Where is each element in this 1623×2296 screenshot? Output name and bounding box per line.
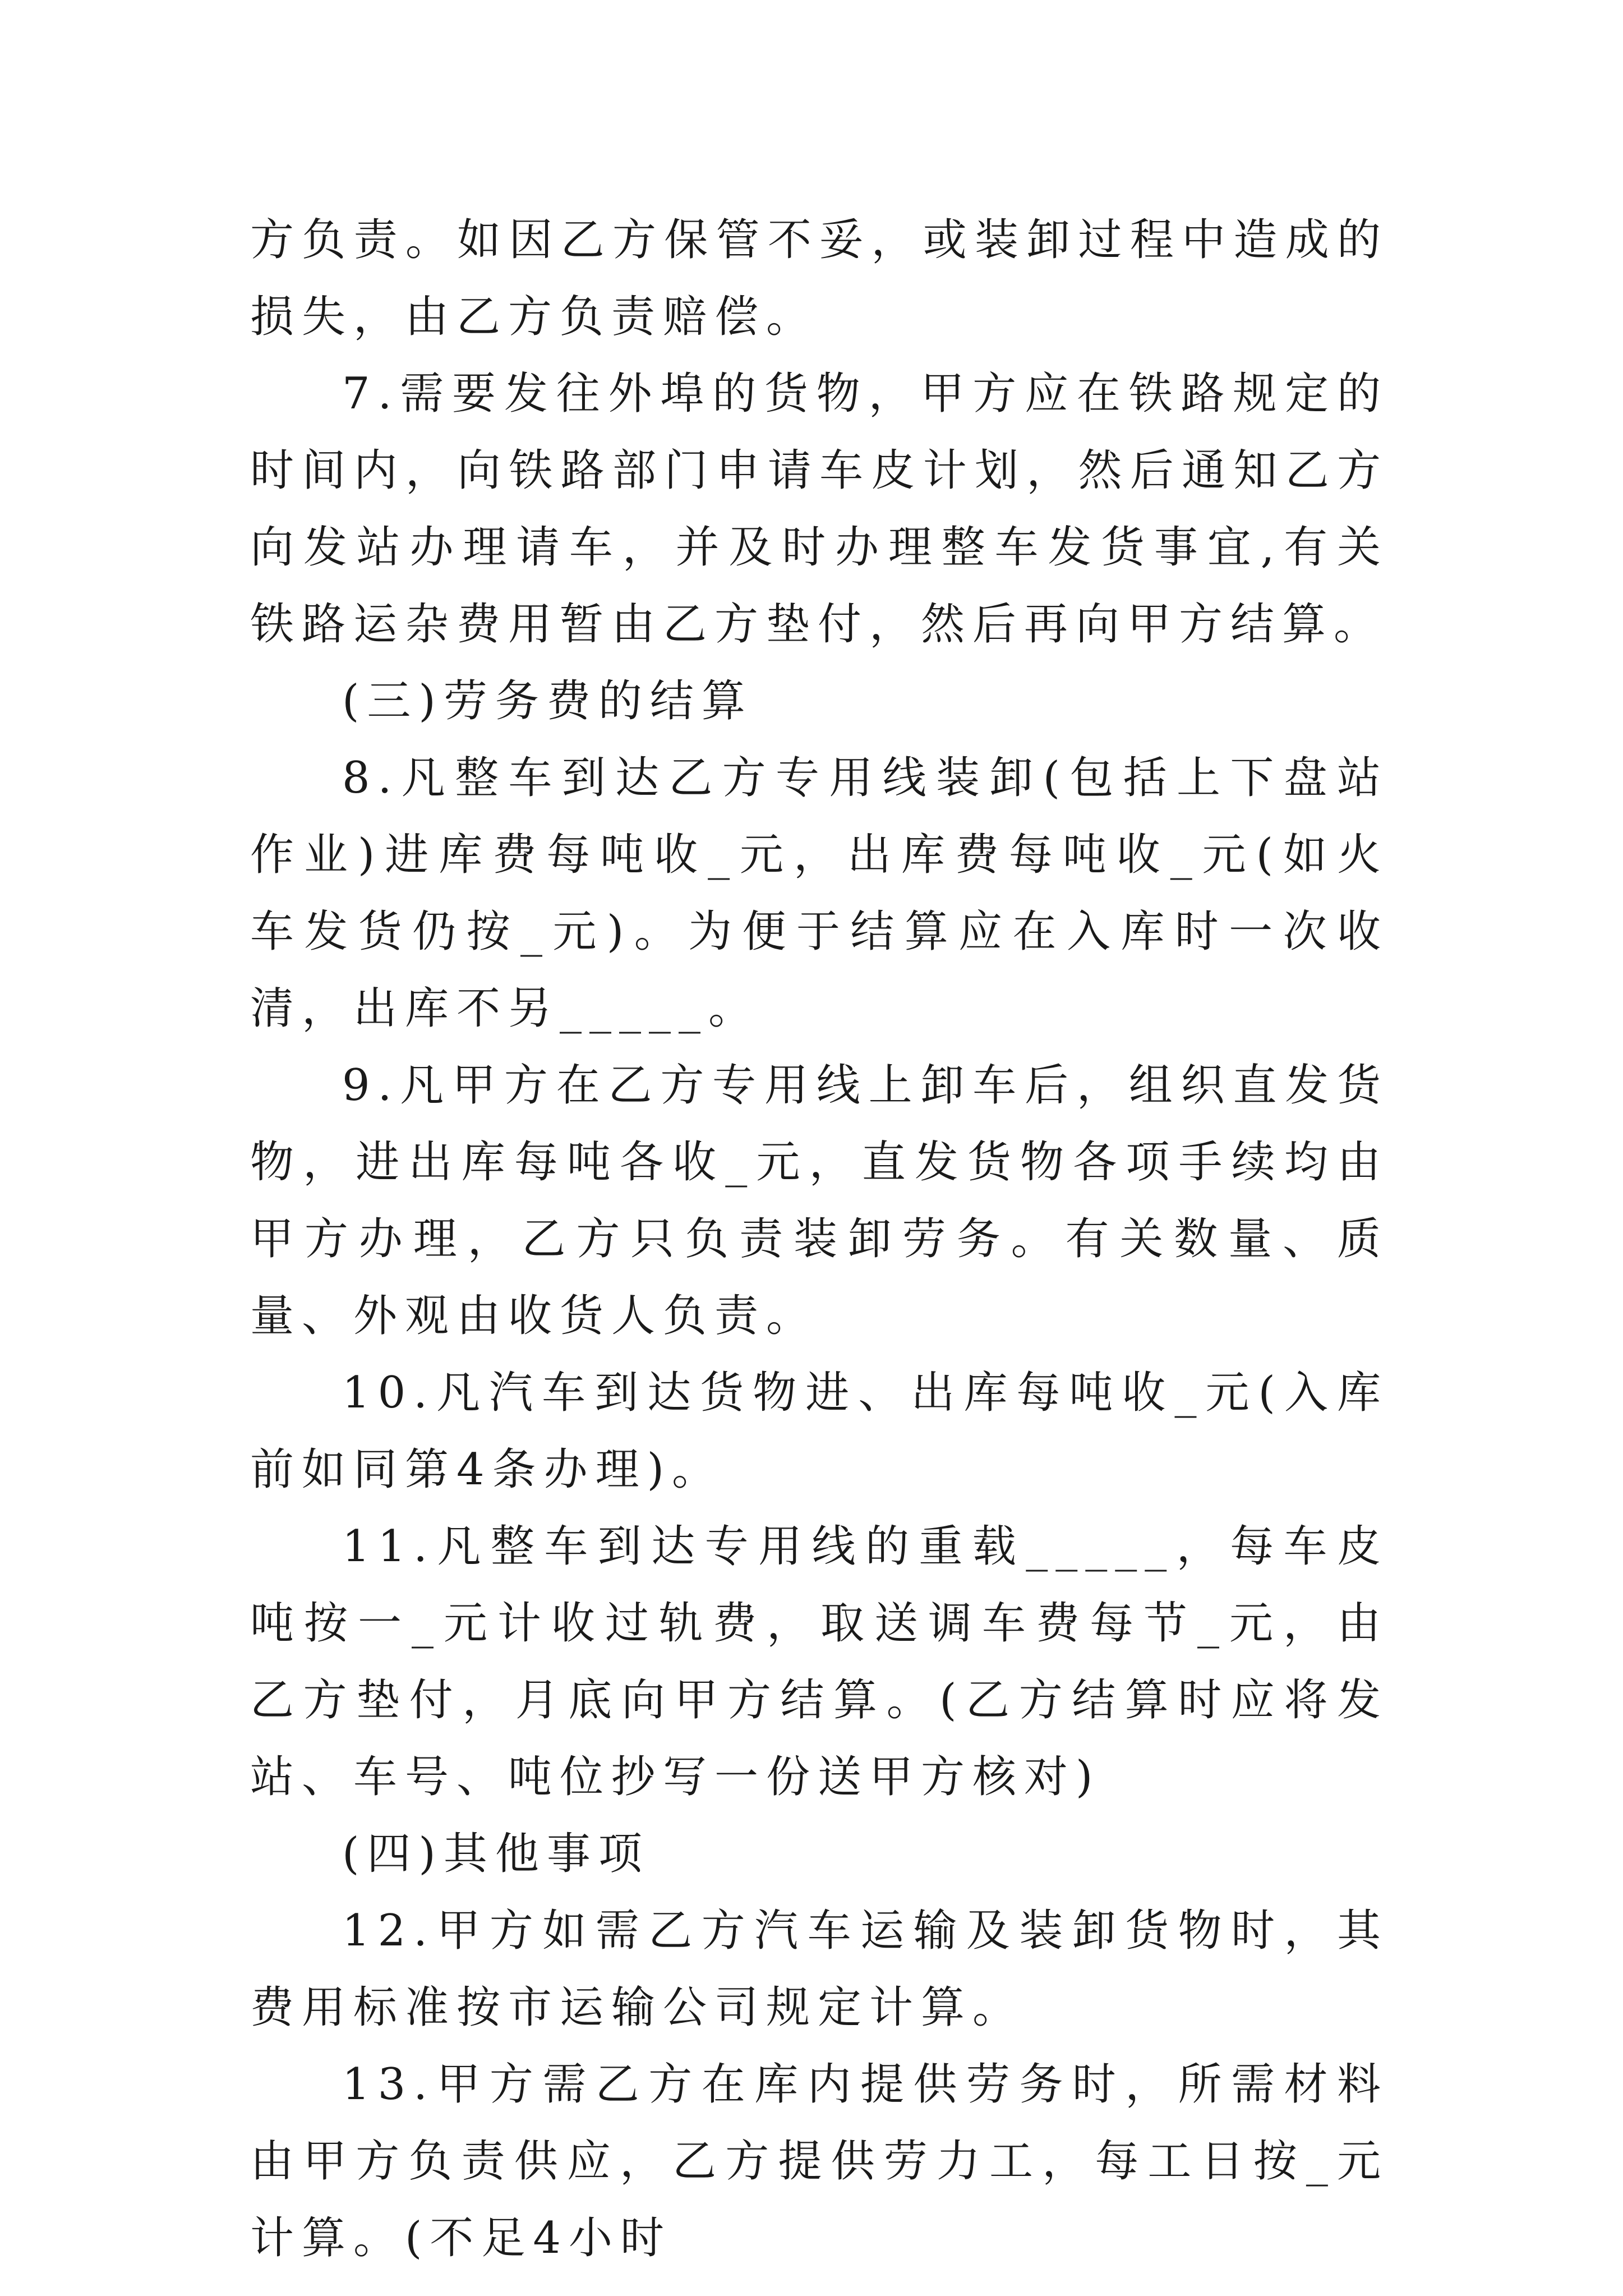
clause-12: 12.甲方如需乙方汽车运输及装卸货物时，其费用标准按市运输公司规定计算。 (250, 1906, 1389, 2033)
clause-11: 11.凡整车到达专用线的重载_____，每车皮吨按一_元计收过轨费，取送调车费每节_元，由乙方垫付，月底向甲方结算。(乙方结算时应将发站、车号、吨位抄写一份送甲方核对) (250, 1521, 1389, 1802)
section-heading-3: (三)劳务费的结算 (342, 676, 753, 726)
clause-8: 8.凡整车到达乙方专用线装卸(包括上下盘站作业)进库费每吨收_元，出库费每吨收_元(如火车发货仍按_元)。为便于结算应在入库时一次收清，出库不另_____。 (250, 753, 1389, 1034)
clause-10: 10.凡汽车到达货物进、出库每吨收_元(入库前如同第4条办理)。 (250, 1368, 1389, 1495)
clause-7: 7.需要发往外埠的货物，甲方应在铁路规定的时间内，向铁路部门申请车皮计划，然后通知乙方向发站办理请车，并及时办理整车发货事宜,有关铁路运杂费用暂由乙方垫付，然后再向甲方结算。 (250, 369, 1389, 650)
document-body (250, 202, 1389, 2277)
paragraph-continuation: 方负责。如因乙方保管不妥，或装卸过程中造成的损失，由乙方负责赔偿。 (250, 215, 1389, 342)
clause-13: 13.甲方需乙方在库内提供劳务时，所需材料由甲方负责供应，乙方提供劳力工，每工日按_元计算。(不足4小时 (250, 2059, 1389, 2263)
clause-9: 9.凡甲方在乙方专用线上卸车后，组织直发货物，进出库每吨各收_元，直发货物各项手续均由甲方办理，乙方只负责装卸劳务。有关数量、质量、外观由收货人负责。 (250, 1060, 1389, 1341)
section-heading-4: (四)其他事项 (342, 1829, 650, 1879)
